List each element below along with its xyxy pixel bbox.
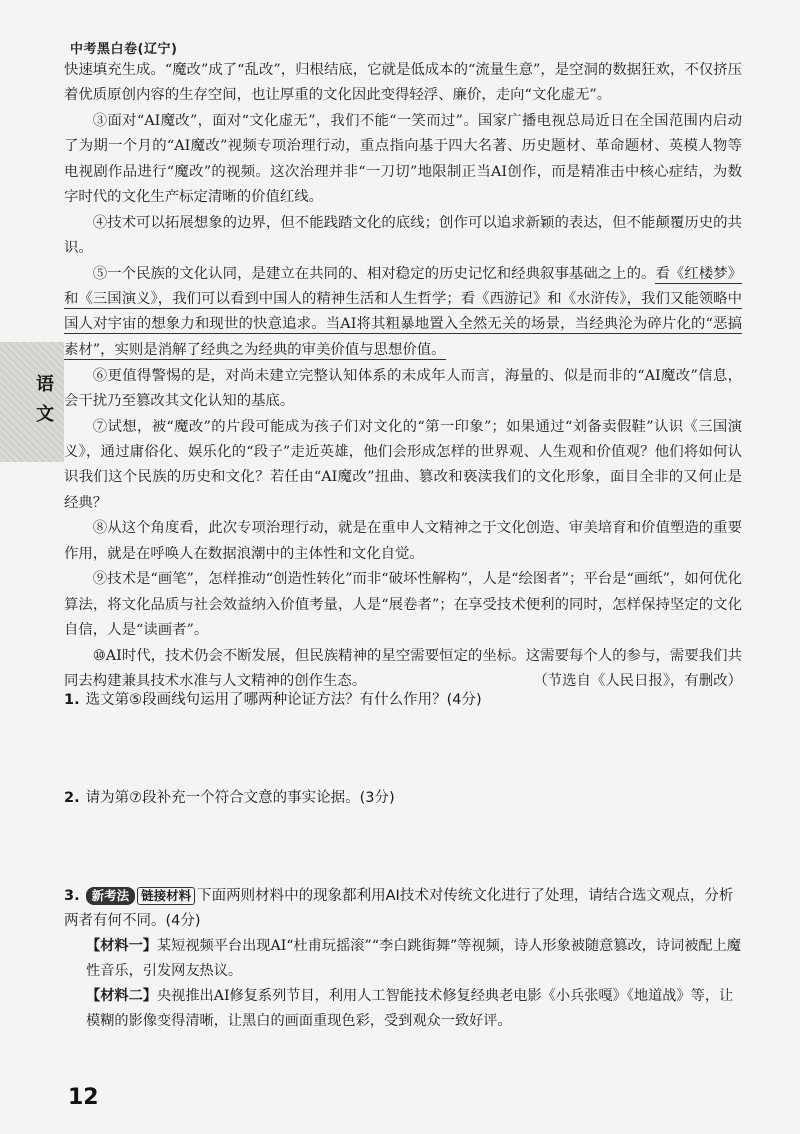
question-3-number: 3. — [64, 888, 80, 904]
article-body — [64, 58, 742, 694]
paragraph-7: ⑦试想，被“魔改”的片段可能成为孩子们对文化的“第一印象”；如果通过“刘备卖假鞋”认识《三国演义》，通过庸俗化、娱乐化的“段子”走近英雄，他们会形成怎样的世界观、人生观和价值观？他们将如何认识我们这个民族的历史和文化？若任由“AI魔改”扭曲、篡改和亵渎我们的文化形象，面目全非的又何止是经典？ — [64, 418, 742, 511]
paragraph-8: ⑧从这个角度看，此次专项治理行动，就是在重申人文精神之于文化创造、审美培育和价值塑造的重要作用，就是在呼唤人在数据浪潮中的主体性和文化自觉。 — [64, 520, 742, 562]
question-3-text: 下面两则材料中的现象都利用AI技术对传统文化进行了处理，请结合选文观点，分析两者有何不同。(4分) — [64, 888, 734, 929]
question-2 — [64, 786, 744, 811]
material-2-label: 【材料二】 — [86, 988, 157, 1004]
paragraph-6: ⑥更值得警惕的是，对尚未建立完整认知体系的未成年人而言，海量的、似是而非的“AI魔改”信息，会干扰乃至篡改其文化认知的基底。 — [64, 367, 742, 409]
paragraph-5-intro: ⑤一个民族的文化认同，是建立在共同的、相对稳定的历史记忆和经典叙事基础之上的。 — [92, 265, 656, 282]
paragraph-9: ⑨技术是“画笔”，怎样推动“创造性转化”而非“破坏性解构”，人是“绘图者”；平台是“画纸”，如何优化算法，将文化品质与社会效益纳入价值考量，人是“展卷者”；在享受技术便利的同时，怎样保持坚定的文化自信，人是“读画者”。 — [64, 571, 742, 639]
question-1-text: 选文第⑤段画线句运用了哪两种论证方法？有什么作用？(4分) — [85, 692, 482, 708]
question-2-number: 2. — [64, 790, 80, 806]
question-1 — [64, 688, 744, 713]
page-header: 中考黑白卷(辽宁) — [70, 42, 178, 57]
material-2-text: 央视推出AI修复系列节目，利用人工智能技术修复经典老电影《小兵张嘎》《地道战》等，让模糊的影像变得清晰，让黑白的画面重现色彩，受到观众一致好评。 — [86, 988, 734, 1029]
paragraph-10-text: ⑩AI时代，技术仍会不断发展，但民族精神的星空需要恒定的坐标。这需要每个人的参与，需要我们共同去构建兼具技术水准与人文精神的创作生态。 — [64, 647, 742, 690]
question-3-prompt — [64, 884, 744, 934]
page-number: 12 — [68, 1085, 99, 1110]
paragraph-5-underlined: 看《红楼梦》和《三国演义》，我们可以看到中国人的精神生活和人生哲学；看《西游记》和《水浒传》，我们又能领略中国人对宇宙的想象力和现世的快意追求。当AI将其粗暴地置入全然无关的场景，当经典沦为碎片化的“恶搞素材”，实则是消解了经典之为经典的审美价值与思想价值。 — [64, 265, 742, 358]
side-tab-char-1: 语 — [36, 374, 54, 395]
paragraph-3: ③面对“AI魔改”，面对“文化虚无”，我们不能“一笑而过”。国家广播电视总局近日在全国范围内启动了为期一个月的“AI魔改”视频专项治理行动，重点指向基于四大名著、历史题材、革命题材、英模人物等电视剧作品进行“魔改”的视频。这次治理并非“一刀切”地限制正当AI创作，而是精准击中核心症结，为数字时代的文化生产标定清晰的价值红线。 — [64, 113, 742, 205]
paragraph-10 — [64, 644, 742, 695]
subject-side-tab — [0, 342, 64, 462]
paragraph-4: ④技术可以拓展想象的边界，但不能践踏文化的底线；创作可以追求新颖的表达，但不能颠覆历史的共识。 — [64, 214, 742, 257]
material-1-label: 【材料一】 — [86, 938, 157, 954]
question-1-number: 1. — [64, 692, 80, 708]
material-1-text: 某短视频平台出现AI“杜甫玩摇滚”“李白跳街舞”等视频，诗人形象被随意篡改，诗词被配上魔性音乐，引发网友热议。 — [86, 938, 741, 979]
paragraph-continued: 快速填充生成。“魔改”成了“乱改”，归根结底，它就是低成本的“流量生意”，是空洞的数据狂欢，不仅挤压着优质原创内容的生存空间，也让厚重的文化因此变得轻浮、廉价，走向“文化虚无”。 — [64, 62, 742, 104]
new-exam-badge: 新考法 — [86, 887, 136, 905]
question-2-text: 请为第⑦段补充一个符合文意的事实论据。(3分) — [85, 790, 395, 806]
linked-material-badge: 链接材料 — [137, 887, 195, 905]
article-source: （节选自《人民日报》，有删改） — [533, 673, 742, 690]
question-3 — [64, 884, 744, 1034]
material-1 — [64, 934, 744, 984]
material-2 — [64, 984, 744, 1034]
paragraph-5 — [64, 262, 742, 363]
side-tab-char-2: 文 — [36, 404, 54, 425]
